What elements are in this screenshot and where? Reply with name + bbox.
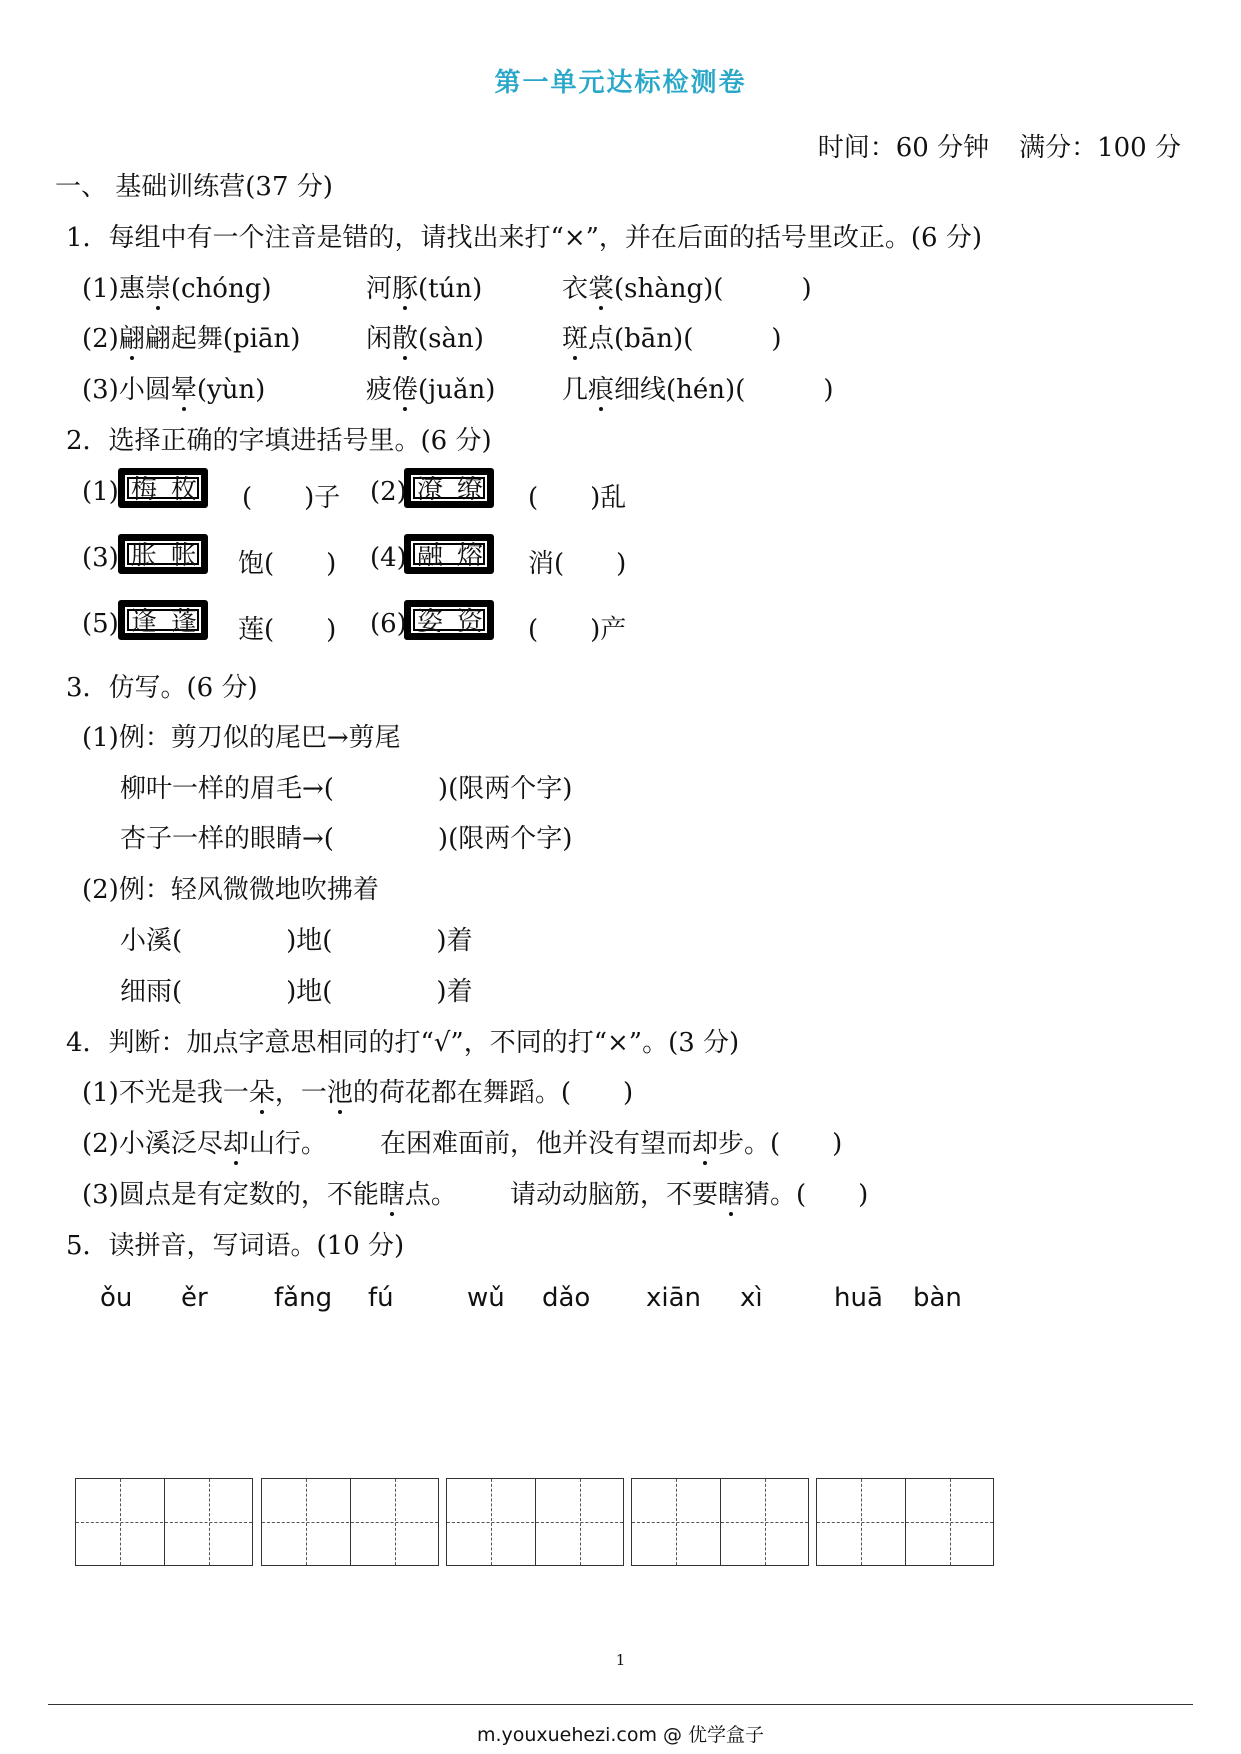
q4-row-2a: (2)小溪泛尽却山行。 — [82, 1123, 327, 1160]
q5-word1-pinyin1: ǒu — [100, 1283, 133, 1313]
q5-word5-pinyin1: huā — [834, 1283, 883, 1313]
q3-ex2-line-1: 小溪( )地( )着 — [120, 926, 473, 956]
exam-meta — [818, 127, 1181, 164]
q3-title: 3．仿写。(6 分) — [66, 673, 258, 703]
q2-item6-blank: ( )产 — [528, 615, 627, 645]
q2-item5-num: (5) — [82, 609, 119, 639]
page-number: 1 — [615, 1651, 626, 1669]
q2-item3-num: (3) — [82, 543, 119, 573]
q5-word3-grid[interactable] — [446, 1478, 624, 1566]
q4-row-3b: 请动动脑筋，不要瞎猜。( ) — [510, 1174, 868, 1211]
q2-item6-choice — [404, 600, 494, 640]
q1-row3-b: 疲倦(juǎn) — [366, 369, 495, 406]
q2-item3-char1: 胀 — [131, 541, 158, 571]
q1-row2-c: 斑点(bān)( ) — [562, 318, 781, 355]
q2-item1-choice — [118, 468, 208, 508]
q3-ex1-line-1: 柳叶一样的眉毛→( )(限两个字) — [120, 774, 573, 804]
q5-word3-pinyin2: dǎo — [542, 1283, 591, 1313]
q4-row-1: (1)不光是我一朵，一池的荷花都在舞蹈。( ) — [82, 1072, 633, 1109]
q2-item1-blank: ( )子 — [242, 483, 341, 513]
q2-item4-char1: 融 — [417, 541, 444, 571]
footer-divider — [48, 1704, 1193, 1705]
q3-example-2: (2)例：轻风微微地吹拂着 — [82, 875, 379, 905]
q2-item3-blank: 饱( ) — [238, 549, 337, 579]
q1-row3-c: 几痕细线(hén)( ) — [562, 369, 833, 406]
q2-title: 2．选择正确的字填进括号里。(6 分) — [66, 426, 492, 456]
q2-item1-char1: 梅 — [131, 475, 158, 505]
q4-title: 4．判断：加点字意思相同的打“√”，不同的打“×”。(3 分) — [66, 1028, 740, 1058]
exam-score: 满分：100 分 — [1019, 133, 1181, 163]
q2-item5-char2: 蓬 — [170, 607, 197, 637]
footer-text: m.youxuehezi.com @ 优学盒子 — [476, 1724, 765, 1746]
q5-word5-pinyin2: bàn — [913, 1283, 962, 1313]
q4-row-2b: 在困难面前，他并没有望而却步。( ) — [380, 1123, 842, 1160]
q1-row3-a: (3)小圆晕(yùn) — [82, 369, 265, 406]
q2-item2-char2: 缭 — [456, 475, 483, 505]
q1-row2-a: (2)翩翩起舞(piān) — [82, 318, 300, 355]
q5-word1-pinyin2: ěr — [181, 1283, 208, 1313]
exam-time: 时间：60 分钟 — [817, 133, 990, 163]
q2-item4-char2: 熔 — [456, 541, 483, 571]
q3-ex2-line-2: 细雨( )地( )着 — [120, 977, 473, 1007]
q2-item3-choice — [118, 534, 208, 574]
q1-row1-a: (1)惠崇(chóng) — [82, 268, 272, 305]
q2-item5-choice — [118, 600, 208, 640]
q2-item1-num: (1) — [82, 477, 119, 507]
q2-item2-num: (2) — [370, 477, 407, 507]
q1-row1-b: 河豚(tún) — [366, 268, 482, 305]
q2-item2-choice — [404, 468, 494, 508]
q5-title: 5．读拼音，写词语。(10 分) — [66, 1231, 405, 1261]
section-1-title: 一、 基础训练营(37 分) — [55, 172, 333, 202]
q2-item4-choice — [404, 534, 494, 574]
q2-item5-blank: 莲( ) — [238, 615, 337, 645]
q2-item1-char2: 枚 — [170, 475, 197, 505]
q2-item6-char2: 资 — [456, 607, 483, 637]
q5-word5-grid[interactable] — [816, 1478, 994, 1566]
q1-row1-c: 衣裳(shàng)( ) — [562, 268, 812, 305]
q5-word4-grid[interactable] — [631, 1478, 809, 1566]
q2-item2-blank: ( )乱 — [528, 483, 627, 513]
q1-title: 1．每组中有一个注音是错的，请找出来打“×”，并在后面的括号里改正。(6 分) — [66, 223, 983, 253]
q5-word2-pinyin2: fú — [368, 1283, 394, 1313]
q5-word4-pinyin1: xiān — [646, 1283, 702, 1313]
q2-item4-blank: 消( ) — [528, 549, 627, 579]
q2-item2-char1: 潦 — [417, 475, 444, 505]
q2-item6-num: (6) — [370, 609, 407, 639]
page-title: 第一单元达标检测卷 — [494, 68, 747, 98]
q2-item4-num: (4) — [370, 543, 407, 573]
q5-word3-pinyin1: wǔ — [467, 1283, 505, 1313]
q5-word2-grid[interactable] — [261, 1478, 439, 1566]
q5-word4-pinyin2: xì — [740, 1283, 763, 1313]
q2-item6-char1: 姿 — [417, 607, 444, 637]
q2-item5-char1: 逢 — [131, 607, 158, 637]
q4-row-3a: (3)圆点是有定数的，不能瞎点。 — [82, 1174, 457, 1211]
q3-ex1-line-2: 杏子一样的眼睛→( )(限两个字) — [120, 824, 573, 854]
q3-example-1: (1)例：剪刀似的尾巴→剪尾 — [82, 723, 401, 753]
q5-word1-grid[interactable] — [75, 1478, 253, 1566]
q1-row2-b: 闲散(sàn) — [366, 318, 484, 355]
q5-word2-pinyin1: fǎng — [274, 1283, 333, 1313]
q2-item3-char2: 帐 — [170, 541, 197, 571]
